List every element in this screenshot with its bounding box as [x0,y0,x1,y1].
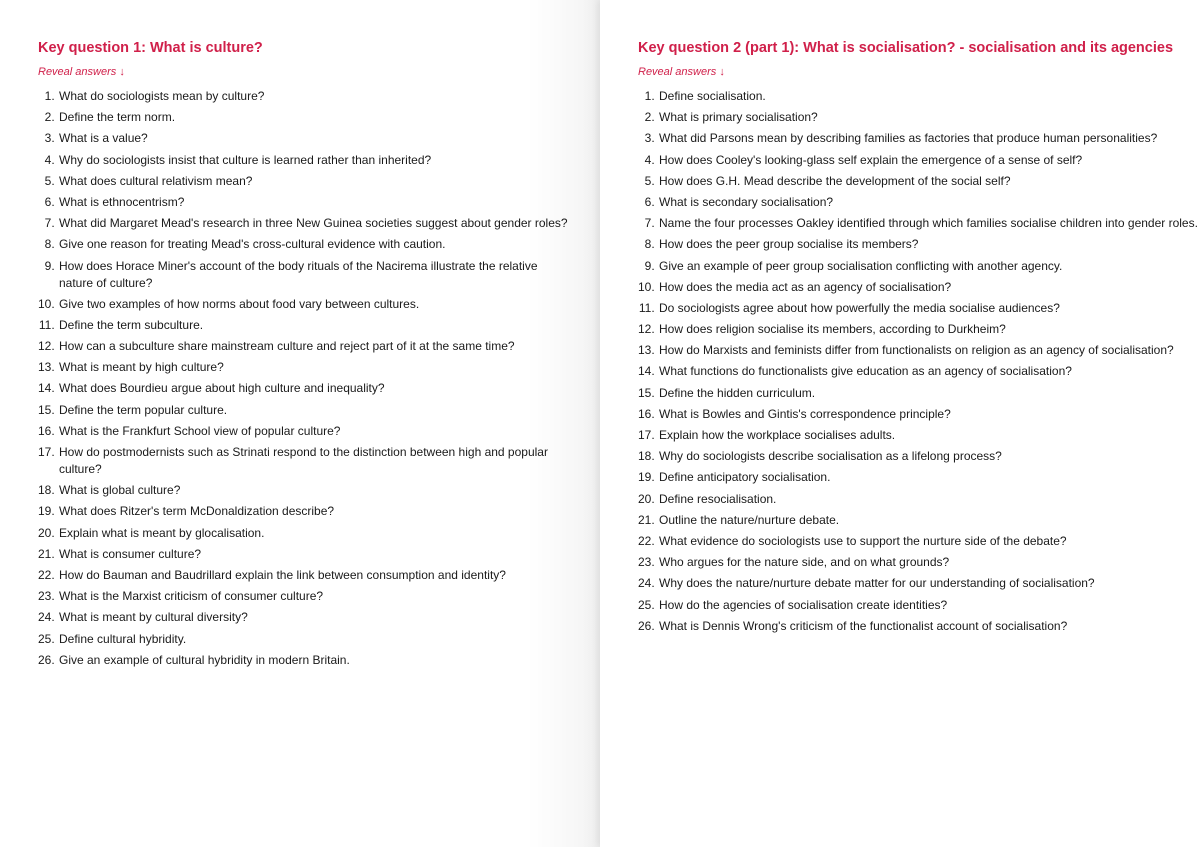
question-item: 7. What did Margaret Mead's research in three New Guinea societies suggest about gender roles? [58,215,570,232]
question-item: 17. How do postmodernists such as Strinati respond to the distinction between high and popular culture? [58,444,570,478]
question-item: 25. Define cultural hybridity. [58,631,570,648]
question-item: 20. Define resocialisation. [658,491,1180,508]
question-item: 22. What evidence do sociologists use to support the nurture side of the debate? [658,533,1180,550]
question-item: 5. What does cultural relativism mean? [58,173,570,190]
question-item: 19. Define anticipatory socialisation. [658,469,1180,486]
question-item: 26. Give an example of cultural hybridity in modern Britain. [58,652,570,669]
question-item: 14. What does Bourdieu argue about high culture and inequality? [58,380,570,397]
question-item: 4. How does Cooley's looking-glass self explain the emergence of a sense of self? [658,152,1180,169]
question-item: 11. Do sociologists agree about how powerfully the media socialise audiences? [658,300,1180,317]
question-item: 6. What is secondary socialisation? [658,194,1180,211]
question-item: 16. What is Bowles and Gintis's correspondence principle? [658,406,1180,423]
question-item: 20. Explain what is meant by glocalisation. [58,525,570,542]
question-item: 23. Who argues for the nature side, and on what grounds? [658,554,1180,571]
question-item: 9. How does Horace Miner's account of the body rituals of the Nacirema illustrate the relative nature of culture? [58,258,570,292]
question-item: 2. What is primary socialisation? [658,109,1180,126]
question-item: 5. How does G.H. Mead describe the development of the social self? [658,173,1180,190]
question-item: 3. What did Parsons mean by describing families as factories that produce human personalities? [658,130,1180,147]
question-list [638,88,1198,635]
question-item: 1. What do sociologists mean by culture? [58,88,570,105]
question-item: 6. What is ethnocentrism? [58,194,570,211]
question-item: 18. Why do sociologists describe socialisation as a lifelong process? [658,448,1180,465]
question-item: 1. Define socialisation. [658,88,1180,105]
question-item: 12. How does religion socialise its members, according to Durkheim? [658,321,1180,338]
question-item: 3. What is a value? [58,130,570,147]
question-item: 4. Why do sociologists insist that culture is learned rather than inherited? [58,152,570,169]
question-item: 22. How do Bauman and Baudrillard explain the link between consumption and identity? [58,567,570,584]
question-item: 21. What is consumer culture? [58,546,570,563]
question-item: 15. Define the hidden curriculum. [658,385,1180,402]
question-item: 12. How can a subculture share mainstream culture and reject part of it at the same time? [58,338,570,355]
question-item: 13. How do Marxists and feminists differ from functionalists on religion as an agency of socialisation? [658,342,1180,359]
question-item: 17. Explain how the workplace socialises adults. [658,427,1180,444]
question-item: 15. Define the term popular culture. [58,402,570,419]
question-item: 24. What is meant by cultural diversity? [58,609,570,626]
question-item: 16. What is the Frankfurt School view of popular culture? [58,423,570,440]
question-item: 18. What is global culture? [58,482,570,499]
question-item: 2. Define the term norm. [58,109,570,126]
question-item: 14. What functions do functionalists give education as an agency of socialisation? [658,363,1180,380]
question-item: 23. What is the Marxist criticism of consumer culture? [58,588,570,605]
question-item: 25. How do the agencies of socialisation create identities? [658,597,1180,614]
page-title: Key question 2 (part 1): What is socialisation? - socialisation and its agencies [638,40,1174,56]
question-item: 9. Give an example of peer group socialisation conflicting with another agency. [658,258,1180,275]
question-item: 11. Define the term subculture. [58,317,570,334]
question-item: 13. What is meant by high culture? [58,359,570,376]
question-item: 24. Why does the nature/nurture debate matter for our understanding of socialisation? [658,575,1180,592]
question-item: 19. What does Ritzer's term McDonaldization describe? [58,503,570,520]
question-item: 8. How does the peer group socialise its members? [658,236,1180,253]
question-item: 10. How does the media act as an agency of socialisation? [658,279,1180,296]
question-item: 26. What is Dennis Wrong's criticism of the functionalist account of socialisation? [658,618,1180,635]
right-page [600,0,1200,847]
reveal-answers-link[interactable]: Reveal answers ↓ [638,66,725,78]
question-item: 21. Outline the nature/nurture debate. [658,512,1180,529]
question-item: 7. Name the four processes Oakley identified through which families socialise children into gender roles. [658,215,1180,232]
question-item: 8. Give one reason for treating Mead's cross-cultural evidence with caution. [58,236,570,253]
question-list [38,88,570,669]
reveal-answers-link[interactable]: Reveal answers ↓ [38,66,125,78]
page-title: Key question 1: What is culture? [38,40,263,56]
question-item: 10. Give two examples of how norms about food vary between cultures. [58,296,570,313]
